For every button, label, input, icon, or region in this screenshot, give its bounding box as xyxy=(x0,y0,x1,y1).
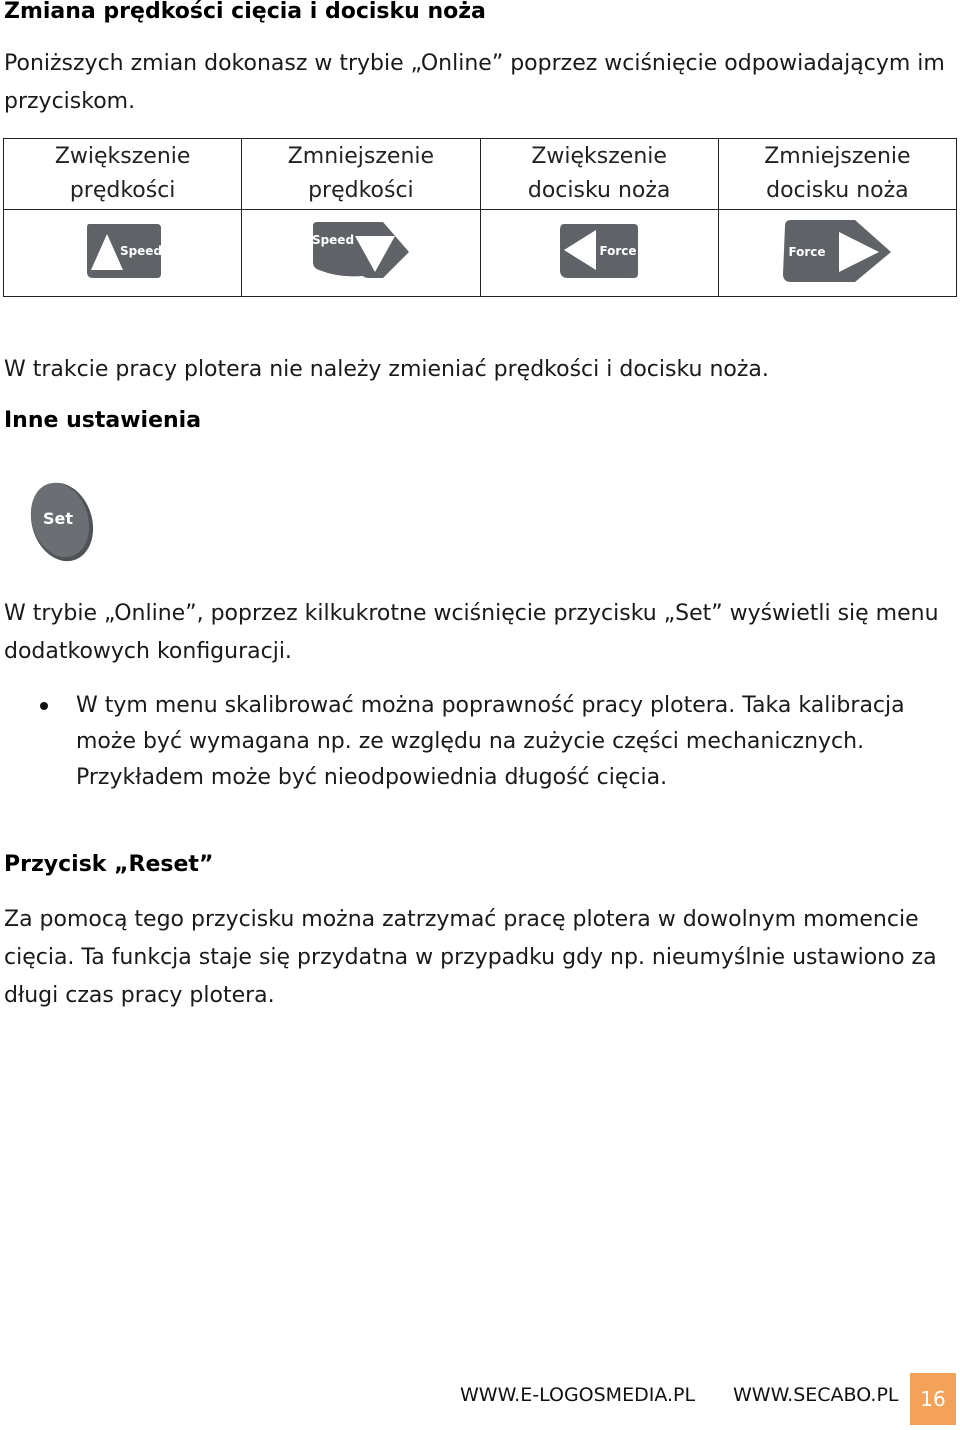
warning-paragraph: W trakcie pracy plotera nie należy zmieniać prędkości i docisku noża. xyxy=(4,357,769,382)
buttons-table xyxy=(3,138,957,297)
header-line2: docisku noża xyxy=(527,178,671,203)
section-heading-reset: Przycisk „Reset” xyxy=(4,852,214,877)
force-up-key-icon xyxy=(556,220,642,282)
force-key-label: Force xyxy=(788,245,826,259)
speed-key-label: Speed xyxy=(119,244,162,258)
footer-link-elogosmedia[interactable]: WWW.E-LOGOSMEDIA.PL xyxy=(460,1384,696,1406)
header-line1: Zmniejszenie xyxy=(764,144,911,169)
header-line2: docisku noża xyxy=(766,178,909,203)
intro-paragraph: Poniższych zmian dokonasz w trybie „Online” poprzez wciśnięcie odpowiadającym im przyciskom. xyxy=(4,51,945,114)
list-item-text: W tym menu skalibrować można poprawność pracy plotera. Taka kalibracja może być wymagana np. ze względu na zużycie części mechanicznych. Przykładem może być nieodpowiednia długość cięcia. xyxy=(76,693,905,790)
reset-description-paragraph: Za pomocą tego przycisku można zatrzymać pracę plotera w dowolnym momencie cięcia. Ta funkcja staje się przydatna w przypadku gdy np. nieumyślnie ustawiono za długi czas pracy plotera. xyxy=(4,907,937,1008)
header-line1: Zwiększenie xyxy=(54,144,191,169)
page-number-badge: 16 xyxy=(910,1373,956,1425)
section-heading-other-settings: Inne ustawienia xyxy=(4,408,202,433)
table-cell-force-up-key xyxy=(480,210,718,297)
force-key-label: Force xyxy=(599,244,637,258)
speed-down-key-icon xyxy=(309,220,413,282)
section-heading-speed-force: Zmiana prędkości cięcia i docisku noża xyxy=(4,0,486,24)
footer-link-secabo[interactable]: WWW.SECABO.PL xyxy=(733,1384,899,1406)
header-line1: Zmniejszenie xyxy=(287,144,435,169)
header-line2: prędkości xyxy=(308,178,414,203)
list-item xyxy=(40,688,960,796)
bullet-icon xyxy=(40,702,48,710)
table-cell-speed-down-key xyxy=(242,210,480,297)
settings-bullet-list xyxy=(40,688,960,796)
table-header-force-down xyxy=(718,139,956,210)
header-line2: prędkości xyxy=(69,178,176,203)
table-cell-speed-up-key xyxy=(4,210,242,297)
set-description-paragraph: W trybie „Online”, poprzez kilkukrotne wciśnięcie przycisku „Set” wyświetli się menu dodatkowych konfiguracji. xyxy=(4,601,939,664)
table-header-force-up xyxy=(480,139,718,210)
table-header-speed-down xyxy=(242,139,480,210)
header-line1: Zwiększenie xyxy=(531,144,667,169)
speed-key-label: Speed xyxy=(311,233,354,247)
speed-up-key-icon xyxy=(83,220,163,282)
table-cell-force-down-key xyxy=(718,210,956,297)
set-key-label: Set xyxy=(42,509,74,528)
table-header-speed-up xyxy=(4,139,242,210)
force-down-key-icon xyxy=(779,216,895,286)
set-key-icon xyxy=(24,476,98,564)
